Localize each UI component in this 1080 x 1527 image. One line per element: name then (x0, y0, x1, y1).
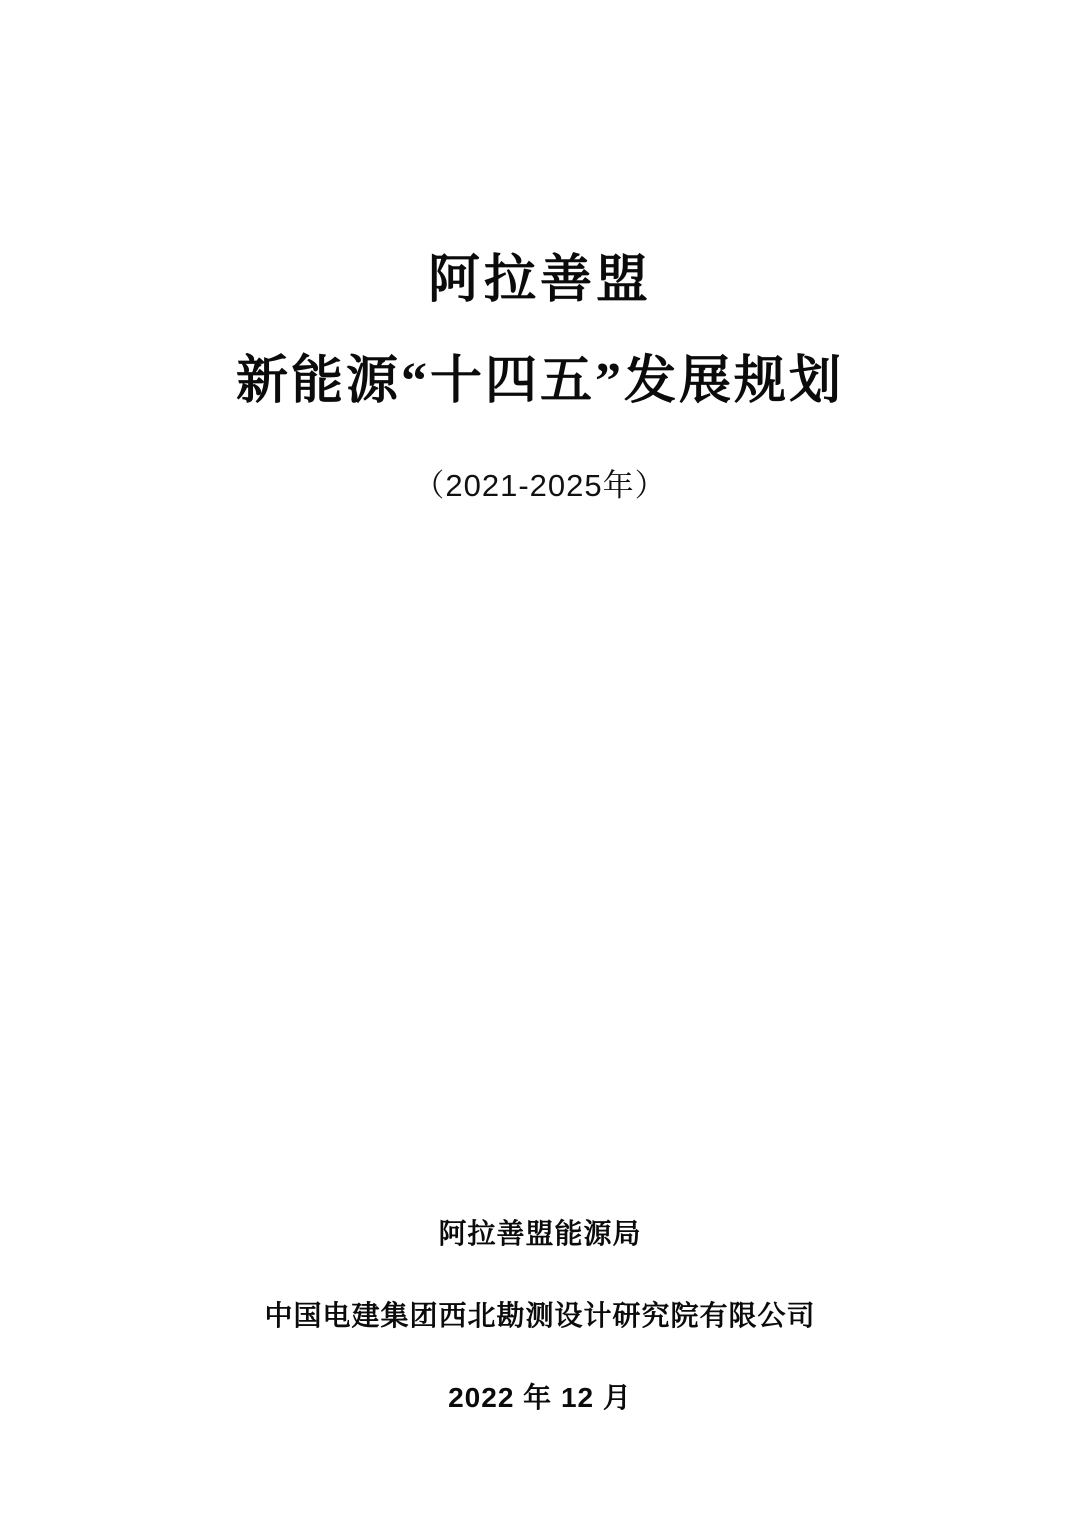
issuer-organization-secondary: 中国电建集团西北勘测设计研究院有限公司 (264, 1300, 816, 1331)
publication-date: 2022 年 12 月 (448, 1382, 632, 1413)
cover-title-block (0, 248, 1080, 505)
cover-issuer-block (0, 1212, 1080, 1416)
document-title-secondary: 新能源“十四五”发展规划 (235, 353, 844, 410)
document-title-primary: 阿拉善盟 (427, 252, 652, 309)
issuer-organization-primary: 阿拉善盟能源局 (438, 1218, 642, 1249)
document-period-range: （2021-2025年） (413, 468, 667, 503)
